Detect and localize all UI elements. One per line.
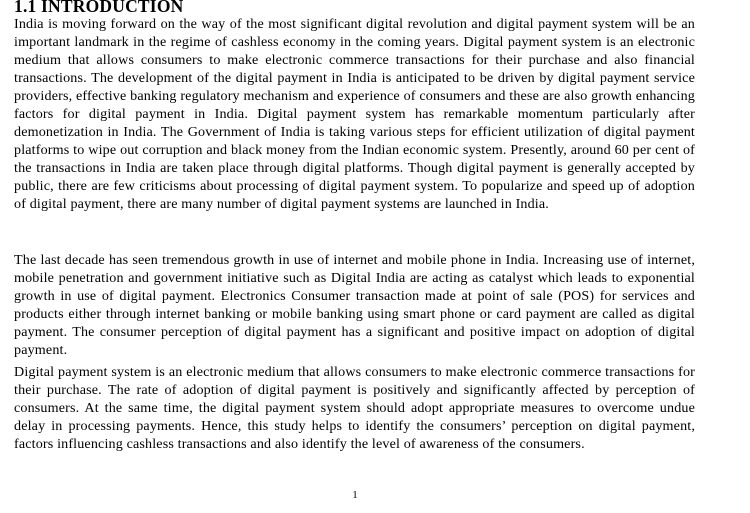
page-number: 1 — [352, 489, 358, 501]
section-heading: 1.1 INTRODUCTION — [14, 0, 184, 16]
paragraph-intro: India is moving forward on the way of the most significant digital revolution and digital payment system will be an important landmark in the regime of cashless economy in the coming years. Digital payment system is an electronic medium that allows consumers to make electronic commerce transactions for their purchase and also financial transactions. The development of the digital payment in India is anticipated to be driven by digital payment service providers, effective banking regulatory mechanism and experience of consumers and these are also growth enhancing factors for digital payment in India. Digital payment system has remarkable momentum particularly after demonetization in India. The Government of India is taking various steps for efficient utilization of digital payment platforms to wipe out corruption and black money from the Indian economic system. Presently, around 60 per cent of the transactions in India are taken place through digital platforms. Though digital payment is generally accepted by public, there are few criticisms about processing of digital payment system. To popularize and speed up of adoption of digital payment, there are many number of digital payment systems are launched in India. — [14, 16, 695, 212]
paragraph-study: Digital payment system is an electronic medium that allows consumers to make electronic commerce transactions for their purchase. The rate of adoption of digital payment is positively and significantly affected by perception of consumers. At the same time, the digital payment system should adopt appropriate measures to overcome undue delay in processing payments. Hence, this study helps to identify the consumers’ perception on digital payment, factors influencing cashless transactions and also identify the level of awareness of the consumers. — [14, 364, 695, 452]
paragraph-growth: The last decade has seen tremendous growth in use of internet and mobile phone in India. Increasing use of internet, mobile penetration and government initiative such as Digital India are acting as catalyst which leads to exponential growth in use of digital payment. Electronics Consumer transaction made at point of sale (POS) for services and products either through internet banking or mobile banking using smart phone or card payment are called as digital payment. The consumer perception of digital payment has a significant and positive impact on adoption of digital payment. — [14, 252, 695, 358]
